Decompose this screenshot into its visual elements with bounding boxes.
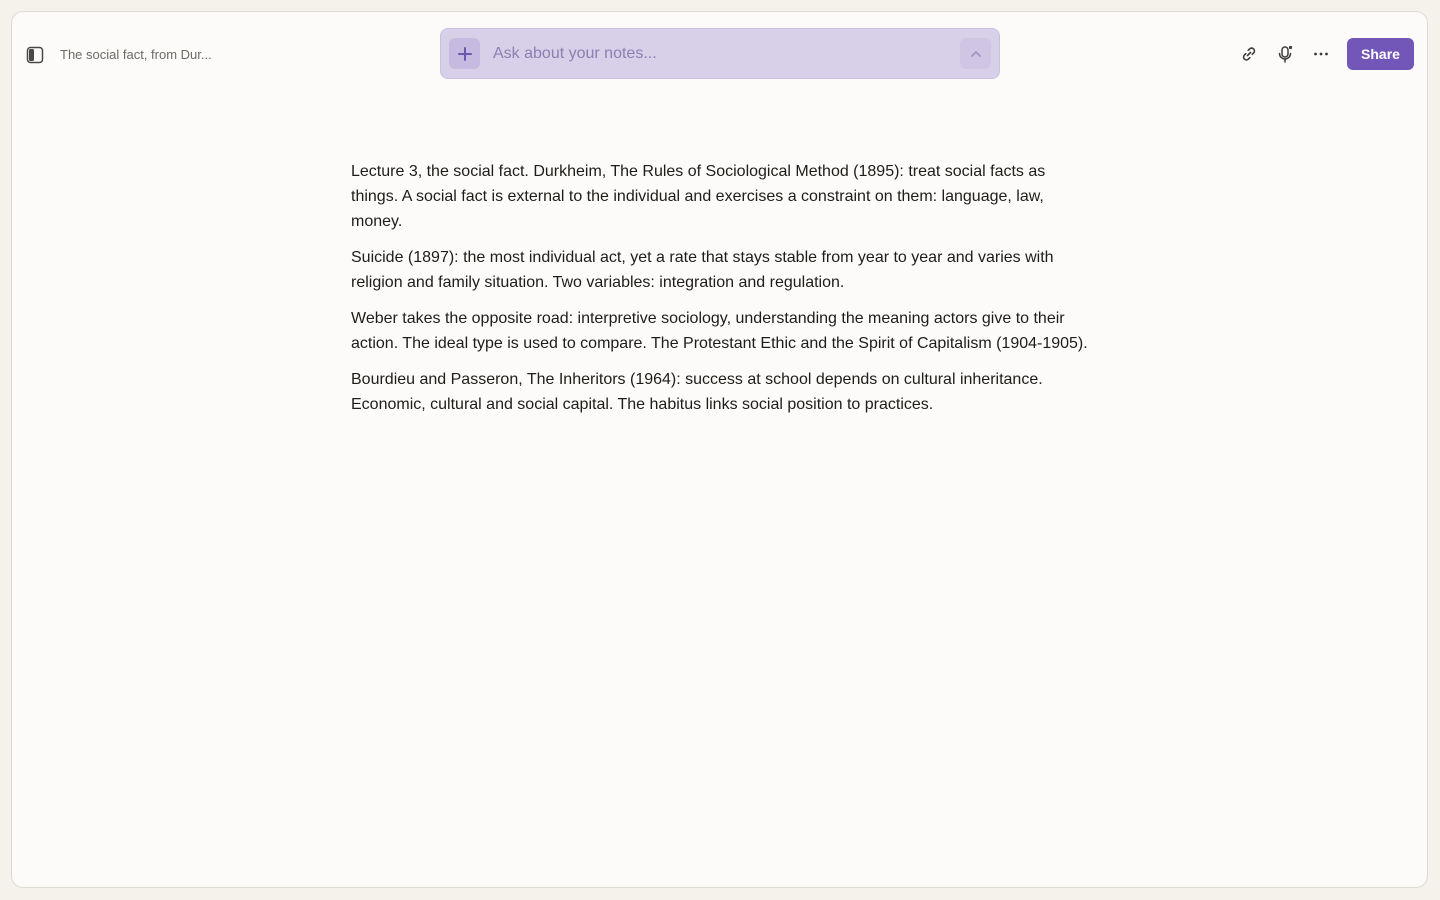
microphone-icon[interactable]: [1274, 43, 1296, 65]
note-paragraph[interactable]: Weber takes the opposite road: interpretive sociology, understanding the meaning actors give to their action. The ideal type is used to compare. The Protestant Ethic and the Spirit of Capitalism (1904-1905).: [351, 310, 1088, 352]
ask-bar: [440, 28, 1000, 79]
share-button[interactable]: Share: [1347, 38, 1414, 70]
link-icon[interactable]: [1238, 43, 1260, 65]
note-window: [11, 11, 1428, 888]
top-bar: [12, 12, 1427, 96]
more-horizontal-icon[interactable]: [1310, 43, 1332, 65]
note-paragraph[interactable]: Suicide (1897): the most individual act, yet a rate that stays stable from year to year and varies with religion and family situation. Two variables: integration and regulation.: [351, 249, 1054, 291]
plus-icon[interactable]: [449, 38, 480, 69]
chevron-up-icon[interactable]: [960, 38, 991, 69]
ask-input[interactable]: [493, 39, 943, 69]
document-title[interactable]: The social fact, from Dur...: [60, 47, 212, 62]
sidebar-toggle-icon[interactable]: [26, 46, 44, 64]
note-paragraph[interactable]: Bourdieu and Passeron, The Inheritors (1964): success at school depends on cultural inheritance. Economic, cultural and social capital. The habitus links social position to practices.: [351, 371, 1043, 413]
note-body[interactable]: [351, 159, 1096, 428]
note-paragraph[interactable]: Lecture 3, the social fact. Durkheim, The Rules of Sociological Method (1895): treat social facts as things. A social fact is external to the individual and exercises a constraint on them: language, law, money.: [351, 163, 1046, 230]
